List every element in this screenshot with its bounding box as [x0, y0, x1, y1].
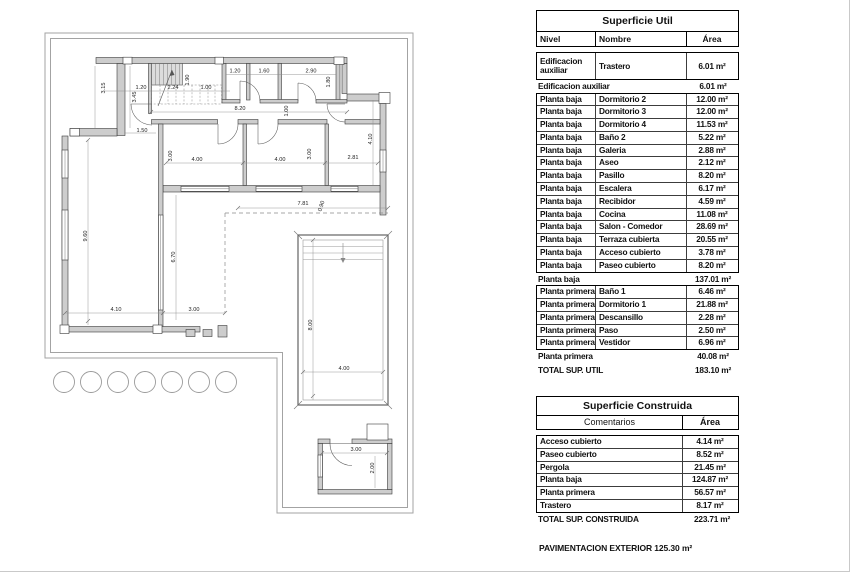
dimension-label: 1.60	[258, 68, 270, 75]
table-row	[537, 94, 738, 107]
table-row	[537, 157, 738, 170]
dimension-label: 2.90	[305, 68, 317, 75]
table-row	[537, 196, 738, 209]
cell-nivel: Planta baja	[537, 196, 596, 208]
table-row	[537, 487, 738, 500]
cell-nivel: Planta primera	[537, 286, 596, 298]
cell-nombre: Galeria	[596, 145, 687, 157]
cell-nivel: Planta baja	[537, 119, 596, 131]
table-row	[537, 474, 738, 487]
cell-nombre: Descansillo	[596, 312, 687, 324]
dimension-label: 6.70	[171, 251, 177, 263]
cell-nombre: Dormitorio 3	[596, 106, 687, 118]
cell-area: 20.55 m²	[696, 234, 728, 245]
subtotal-area: 6.01 m²	[699, 81, 727, 91]
table-row	[537, 299, 738, 312]
cell-nivel: Planta baja	[537, 247, 596, 259]
dimension-label: 3.00	[168, 150, 174, 162]
cell-area: 6.96 m²	[698, 337, 726, 348]
table-row	[537, 260, 738, 272]
cell-area: 56.57 m²	[694, 487, 726, 498]
cell-nivel: Planta baja	[537, 106, 596, 118]
cell-area: 4.59 m²	[698, 195, 726, 206]
cell-nombre: Acceso cubierto	[596, 247, 687, 259]
dimension-label: 3.00	[188, 307, 200, 313]
cell-area: 2.28 m²	[698, 311, 726, 322]
cell-nombre: Paso	[596, 325, 687, 337]
table-row	[537, 170, 738, 183]
cell-area: 11.08 m²	[696, 208, 728, 219]
cell-nivel: Planta baja	[537, 145, 596, 157]
dimension-label: 8.00	[308, 319, 314, 331]
table-row	[537, 500, 738, 512]
dimension-label: 4.10	[368, 133, 374, 145]
subtotal-label: Planta primera	[538, 351, 593, 362]
cell-nombre: Escalera	[596, 183, 687, 195]
superficie-util-column-headers	[537, 32, 738, 46]
cell-nombre: Paseo cubierto	[596, 260, 687, 272]
dimension-label: 1.00	[284, 105, 290, 117]
cell-comentario: Pergola	[537, 462, 683, 474]
construida-rows	[536, 435, 739, 513]
dimension-label: 0.90	[317, 200, 327, 213]
tree-circles	[54, 372, 237, 393]
subtotal-planta-baja	[536, 273, 739, 286]
dimension-label: 3.45	[132, 91, 138, 103]
dimension-label: 1.20	[229, 68, 241, 75]
subtotal-area: 137.01 m²	[694, 273, 732, 284]
table-row	[537, 132, 738, 145]
table-row	[537, 247, 738, 260]
dimension-label: 4.10	[110, 307, 122, 313]
cell-area: 12.00 m²	[696, 93, 728, 104]
cell-nombre: Trastero	[596, 53, 687, 79]
cell-area: 21.88 m²	[696, 298, 728, 309]
dimension-label: 4.00	[191, 157, 203, 163]
cell-area: 8.17 m²	[696, 499, 724, 510]
cell-area: 3.78 m²	[698, 247, 726, 258]
table-row	[537, 462, 738, 475]
total-label: TOTAL SUP. CONSTRUIDA	[538, 513, 639, 524]
subtotal-label: Edificacion auxiliar	[538, 81, 610, 91]
cell-nivel: Planta baja	[537, 170, 596, 182]
cell-nivel: Planta baja	[537, 94, 596, 106]
table-row	[537, 209, 738, 222]
superficie-construida-title: Superficie Construida	[537, 397, 738, 416]
cell-area: 12.00 m²	[696, 106, 728, 117]
cell-nivel: Edificacion auxiliar	[537, 53, 596, 79]
dimension-label: 4.00	[274, 157, 286, 163]
table-row	[537, 436, 738, 449]
group-planta-baja	[536, 93, 739, 273]
pavimentacion-note: PAVIMENTACION EXTERIOR 125.30 m²	[539, 543, 693, 553]
table-row	[537, 221, 738, 234]
superficie-construida-header-box	[536, 396, 739, 430]
cell-area: 28.69 m²	[696, 221, 728, 232]
dimension-label: 2.81	[347, 155, 359, 161]
superficie-construida-column-headers	[537, 416, 738, 429]
table-row	[537, 145, 738, 158]
col-header-nombre: Nombre	[596, 32, 687, 46]
cell-area: 8.52 m²	[696, 448, 724, 459]
subtotal-edificacion-auxiliar	[536, 80, 739, 93]
cell-nivel: Planta baja	[537, 260, 596, 272]
dimension-label: 1.80	[326, 76, 332, 88]
dimension-label: 3.00	[307, 148, 313, 160]
dimension-label: 1.50	[136, 128, 148, 134]
cell-area: 5.22 m²	[698, 131, 726, 142]
cell-nivel: Planta baja	[537, 221, 596, 233]
cell-nivel: Planta baja	[537, 183, 596, 195]
cell-nivel: Planta baja	[537, 234, 596, 246]
total-area: 223.71 m²	[693, 513, 731, 524]
superficie-util-table	[536, 10, 739, 376]
cell-area: 6.46 m²	[698, 286, 726, 297]
table-row	[537, 286, 738, 299]
cell-nombre: Terraza cubierta	[596, 234, 687, 246]
cell-nivel: Planta primera	[537, 337, 596, 349]
subtotal-label: Planta baja	[538, 273, 580, 284]
table-row	[537, 106, 738, 119]
superficie-util-title: Superficie Util	[537, 11, 738, 32]
cell-nombre: Cocina	[596, 209, 687, 221]
table-row	[537, 234, 738, 247]
table-row	[537, 325, 738, 338]
cell-nivel: Planta primera	[537, 312, 596, 324]
dimension-label: 1.00	[200, 85, 212, 91]
col-header-nivel: Nivel	[537, 32, 596, 46]
dimension-label: 1.20	[135, 85, 147, 91]
cell-nivel: Planta baja	[537, 157, 596, 169]
cell-comentario: Paseo cubierto	[537, 449, 683, 461]
cell-nombre: Baño 2	[596, 132, 687, 144]
cell-nombre: Recibidor	[596, 196, 687, 208]
cell-nombre: Pasillo	[596, 170, 687, 182]
dimension-label: 7.81	[297, 201, 309, 207]
subtotal-area: 40.08 m²	[697, 351, 729, 362]
cell-area: 8.20 m²	[698, 170, 726, 181]
group-planta-primera	[536, 285, 739, 350]
dimension-label: 3.00	[350, 447, 362, 453]
total-area: 183.10 m²	[694, 364, 732, 375]
cell-comentario: Trastero	[537, 500, 683, 512]
dimension-label: 9.60	[83, 230, 89, 242]
cell-nivel: Planta primera	[537, 299, 596, 311]
dimension-label: 8.20	[234, 106, 246, 112]
cell-area: 11.53 m²	[696, 119, 728, 130]
total-sup-construida	[536, 513, 739, 526]
cell-area: 21.45 m²	[694, 461, 726, 472]
dimension-label: 4.00	[338, 366, 350, 372]
dimension-label: 2.00	[370, 462, 376, 474]
table-row	[537, 337, 738, 349]
group-edificacion-auxiliar	[536, 52, 739, 80]
table-row	[537, 183, 738, 196]
cell-area: 2.50 m²	[698, 324, 726, 335]
subtotal-planta-primera	[536, 350, 739, 363]
cell-nombre: Salon - Comedor	[596, 221, 687, 233]
cell-nombre: Dormitorio 1	[596, 299, 687, 311]
col-header-area: Área	[699, 417, 720, 427]
col-header-comentarios: Comentarios	[537, 416, 683, 429]
table-row	[537, 449, 738, 462]
cell-area: 8.20 m²	[698, 259, 726, 270]
table-row	[537, 53, 738, 79]
cell-nombre: Vestidor	[596, 337, 687, 349]
cell-comentario: Acceso cubierto	[537, 436, 683, 448]
cell-nivel: Planta baja	[537, 209, 596, 221]
cell-area: 2.12 m²	[698, 157, 726, 168]
dimension-label: 3.15	[101, 82, 107, 94]
cell-comentario: Planta primera	[537, 487, 683, 499]
superficie-util-header-box	[536, 10, 739, 47]
cell-nivel: Planta primera	[537, 325, 596, 337]
table-row	[537, 312, 738, 325]
cell-area: 6.01 m²	[698, 61, 726, 71]
total-sup-util	[536, 364, 739, 377]
dimension-label: 1.90	[185, 74, 191, 86]
table-row	[537, 119, 738, 132]
cell-area: 4.14 m²	[696, 436, 724, 446]
cell-nivel: Planta baja	[537, 132, 596, 144]
cell-comentario: Planta baja	[537, 474, 683, 486]
cell-nombre: Dormitorio 4	[596, 119, 687, 131]
cell-nombre: Baño 1	[596, 286, 687, 298]
cell-area: 2.88 m²	[698, 144, 726, 155]
cell-nombre: Aseo	[596, 157, 687, 169]
col-header-area: Área	[702, 34, 722, 44]
total-label: TOTAL SUP. UTIL	[538, 364, 604, 375]
cell-area: 6.17 m²	[698, 183, 726, 194]
cell-nombre: Dormitorio 2	[596, 94, 687, 106]
cell-area: 124.87 m²	[691, 474, 729, 485]
superficie-construida-table	[536, 396, 739, 525]
dimension-label: 2.24	[167, 85, 179, 91]
